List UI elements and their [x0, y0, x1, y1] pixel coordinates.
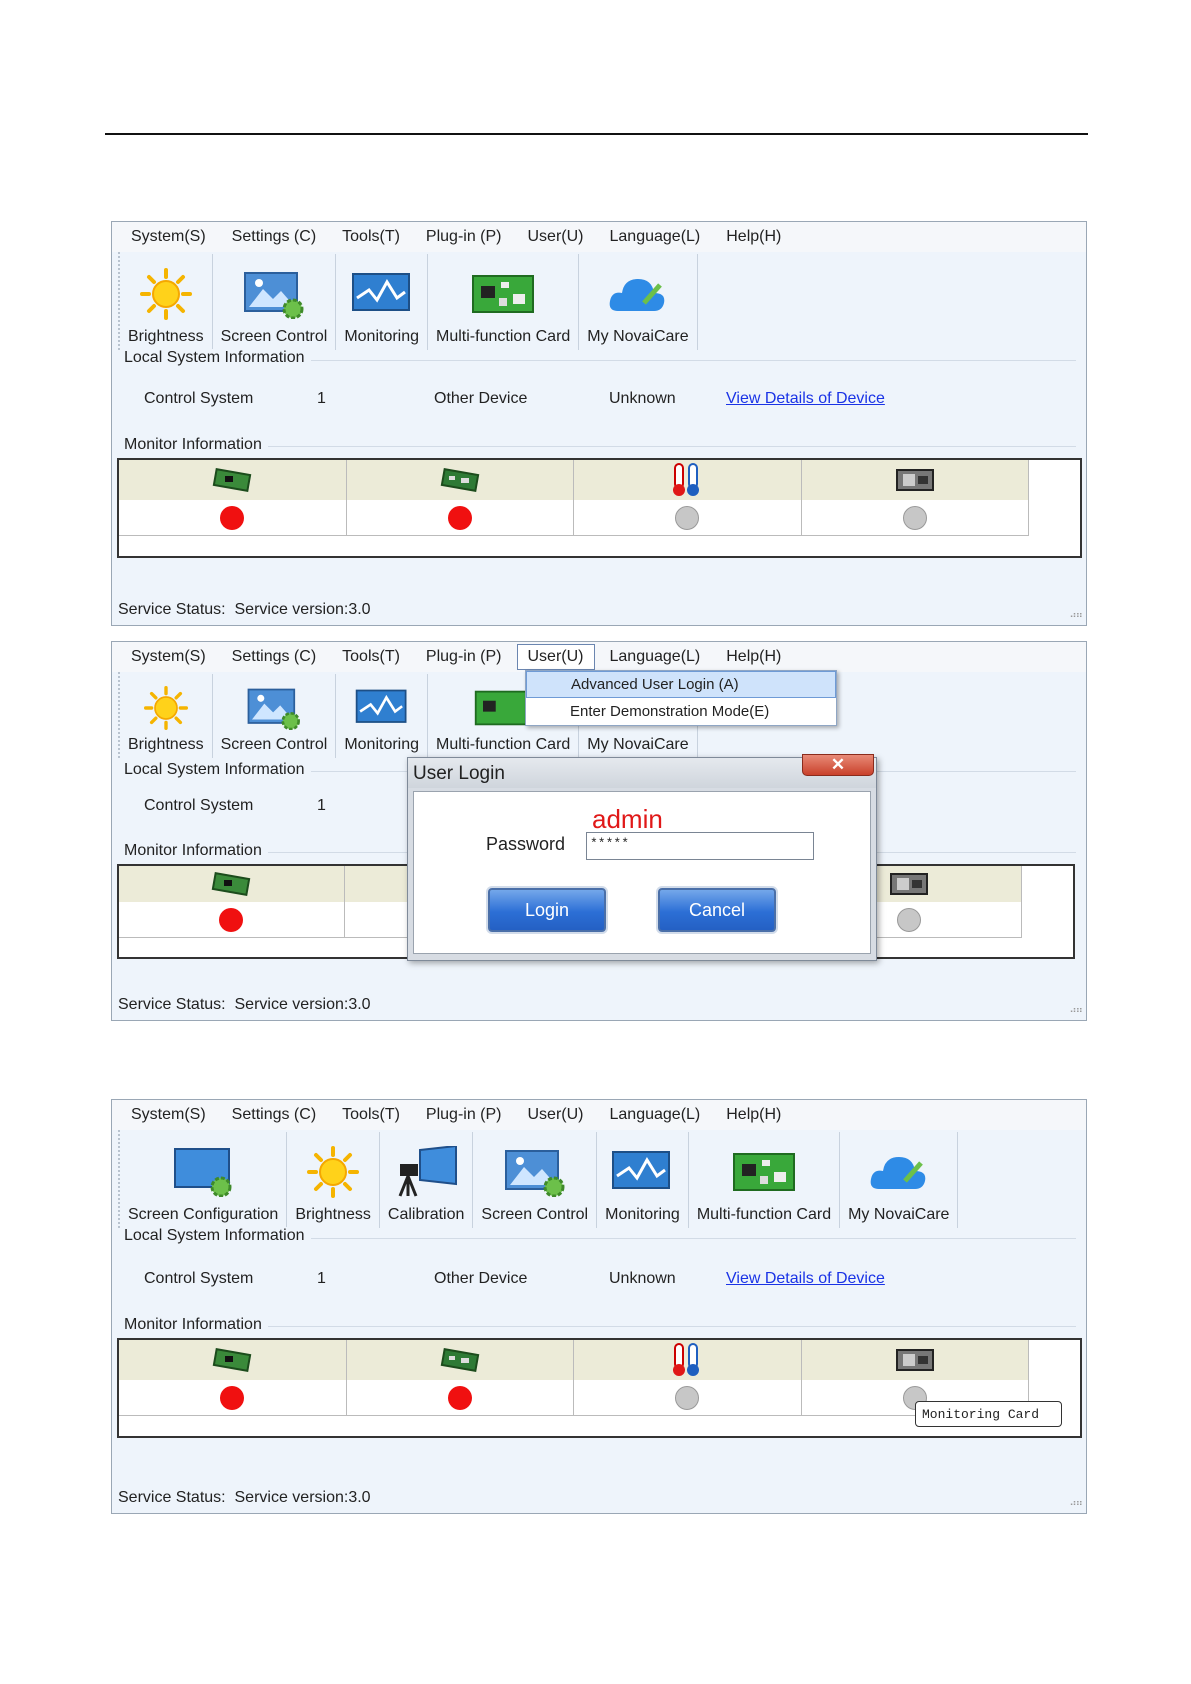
tool-my-novaicare[interactable] [579, 254, 697, 350]
sun-icon [301, 1146, 365, 1198]
tool-label: Monitoring [344, 736, 420, 753]
tool-label: Calibration [387, 1206, 465, 1223]
tool-screen-control[interactable] [213, 254, 337, 350]
menu-user[interactable]: User(U) [527, 228, 584, 245]
resize-grip[interactable]: ⠴⠶ [1069, 610, 1082, 621]
section-title-monitor: Monitor Information [124, 436, 268, 454]
other-device-label: Other Device [434, 390, 528, 407]
monitor-status-row [119, 1380, 1029, 1416]
monitoring-card-icon [802, 460, 1030, 500]
service-status-value: Service version:3.0 [234, 1489, 371, 1506]
receiving-card-icon [119, 1340, 347, 1380]
menu-help[interactable]: Help(H) [726, 648, 782, 665]
service-status [118, 996, 371, 1014]
toolbar [118, 1130, 958, 1228]
tool-brightness[interactable] [120, 254, 213, 350]
menu-tools[interactable]: Tools(T) [342, 648, 400, 665]
status-dot [220, 1386, 244, 1410]
tool-screen-control[interactable] [473, 1132, 597, 1228]
menu-bar [112, 642, 1086, 672]
novalct-window-1 [111, 221, 1087, 626]
temperature-icon [574, 460, 802, 500]
password-label: Password [486, 834, 566, 854]
service-status [118, 601, 371, 619]
menu-item-demonstration-mode[interactable]: Enter Demonstration Mode(E) [570, 703, 770, 720]
tool-label: Monitoring [344, 328, 420, 345]
monitoring-icon [350, 268, 414, 320]
control-system-value: 1 [317, 1270, 326, 1287]
tool-screen-control[interactable] [213, 674, 337, 758]
sun-icon [134, 686, 198, 730]
service-status-label: Service Status: [118, 996, 226, 1013]
monitor-table [117, 1338, 1082, 1438]
tool-label: Screen Control [220, 736, 328, 753]
menu-plugin[interactable]: Plug-in (P) [425, 648, 502, 665]
tool-label: Brightness [128, 736, 204, 753]
control-system-value: 1 [317, 390, 326, 407]
sending-card-icon [347, 460, 575, 500]
receiving-card-icon [119, 866, 345, 902]
user-menu-dropdown [525, 670, 837, 726]
tool-brightness[interactable] [287, 1132, 380, 1228]
tool-label: Screen Configuration [128, 1206, 279, 1223]
tool-label: Monitoring [605, 1206, 680, 1223]
toolbar [118, 252, 698, 350]
menu-tools[interactable]: Tools(T) [342, 228, 400, 245]
section-title-local: Local System Information [124, 349, 311, 367]
service-status-value: Service version:3.0 [234, 601, 371, 618]
calibration-icon [394, 1146, 458, 1198]
menu-plugin[interactable]: Plug-in (P) [425, 1106, 502, 1123]
menu-system[interactable]: System(S) [131, 228, 206, 245]
cloud-icon [867, 1146, 931, 1198]
status-dot [675, 1386, 699, 1410]
menu-system[interactable]: System(S) [131, 1106, 206, 1123]
monitoring-card-tooltip: Monitoring Card [915, 1401, 1062, 1427]
multifunction-card-icon [732, 1146, 796, 1198]
status-dot [220, 506, 244, 530]
tool-calibration[interactable] [380, 1132, 473, 1228]
novalct-window-2 [111, 641, 1087, 1021]
status-dot [219, 908, 243, 932]
tool-monitoring[interactable] [597, 1132, 689, 1228]
monitor-header-row [119, 1340, 1029, 1380]
control-system-label: Control System [144, 1270, 254, 1287]
monitor-header-row [119, 460, 1029, 500]
screen-control-icon [242, 686, 306, 730]
control-system-label: Control System [144, 797, 254, 814]
menu-system[interactable]: System(S) [131, 648, 206, 665]
menu-tools[interactable]: Tools(T) [342, 1106, 400, 1123]
control-system-value: 1 [317, 797, 326, 814]
cancel-button[interactable]: Cancel [658, 888, 776, 932]
menu-language[interactable]: Language(L) [609, 1106, 701, 1123]
menu-item-advanced-user-login[interactable]: Advanced User Login (A) [526, 671, 836, 698]
menu-plugin[interactable]: Plug-in (P) [425, 228, 502, 245]
tool-label: Multi-function Card [436, 328, 571, 345]
menu-help[interactable]: Help(H) [726, 1106, 782, 1123]
tool-label: Screen Control [220, 328, 328, 345]
section-title-local: Local System Information [124, 1227, 311, 1245]
dialog-close-button[interactable]: ✕ [802, 754, 874, 776]
resize-grip[interactable]: ⠴⠶ [1069, 1005, 1082, 1016]
cloud-icon [606, 268, 670, 320]
tool-label: Multi-function Card [436, 736, 571, 753]
menu-settings[interactable]: Settings (C) [231, 1106, 317, 1123]
monitoring-icon [610, 1146, 674, 1198]
menu-bar [112, 222, 1086, 252]
menu-user[interactable]: User(U) [517, 644, 595, 670]
tool-label: Multi-function Card [696, 1206, 832, 1223]
status-dot [675, 506, 699, 530]
monitor-table [117, 458, 1082, 558]
tool-label: Brightness [295, 1206, 371, 1223]
status-dot [448, 506, 472, 530]
monitor-status-row [119, 500, 1029, 536]
menu-language[interactable]: Language(L) [609, 228, 701, 245]
status-dot [903, 506, 927, 530]
tool-screen-configuration[interactable] [120, 1132, 287, 1228]
sending-card-icon [347, 1340, 575, 1380]
tool-brightness[interactable] [120, 674, 213, 758]
screen-control-icon [503, 1146, 567, 1198]
tool-monitoring[interactable] [336, 254, 428, 350]
view-details-link[interactable]: View Details of Device [726, 1270, 885, 1287]
tool-monitoring[interactable] [336, 674, 428, 758]
status-dot [897, 908, 921, 932]
menu-user[interactable]: User(U) [527, 1106, 584, 1123]
tool-label: Screen Control [481, 1206, 589, 1223]
screen-control-icon [242, 268, 306, 320]
monitoring-card-icon [802, 1340, 1030, 1380]
dialog-body [413, 791, 871, 954]
service-status-value: Service version:3.0 [234, 996, 371, 1013]
other-device-value: Unknown [609, 1270, 676, 1287]
receiving-card-icon [119, 460, 347, 500]
username-label: admin [592, 804, 663, 834]
tool-multifunction-card[interactable] [689, 1132, 840, 1228]
menu-language[interactable]: Language(L) [609, 648, 701, 665]
tool-label: Brightness [128, 328, 204, 345]
sun-icon [134, 268, 198, 320]
monitoring-icon [350, 686, 414, 730]
view-details-link[interactable]: View Details of Device [726, 390, 885, 407]
multifunction-card-icon [471, 268, 535, 320]
control-system-label: Control System [144, 390, 254, 407]
section-title-local: Local System Information [124, 761, 311, 779]
service-status [118, 1489, 371, 1507]
section-title-monitor: Monitor Information [124, 1316, 268, 1334]
other-device-value: Unknown [609, 390, 676, 407]
user-login-dialog [407, 757, 877, 961]
status-dot [448, 1386, 472, 1410]
section-title-monitor: Monitor Information [124, 842, 268, 860]
tool-my-novaicare[interactable] [840, 1132, 958, 1228]
tool-label: My NovaiCare [587, 328, 689, 345]
dialog-title: User Login [408, 758, 876, 788]
other-device-label: Other Device [434, 1270, 528, 1287]
menu-bar [112, 1100, 1086, 1130]
temperature-icon [574, 1340, 802, 1380]
page-top-rule [105, 133, 1088, 135]
menu-settings[interactable]: Settings (C) [231, 228, 317, 245]
tool-label: My NovaiCare [848, 1206, 950, 1223]
tool-label: My NovaiCare [587, 736, 689, 753]
service-status-label: Service Status: [118, 601, 226, 618]
menu-help[interactable]: Help(H) [726, 228, 782, 245]
novalct-window-3 [111, 1099, 1087, 1514]
resize-grip[interactable]: ⠴⠶ [1069, 1498, 1082, 1509]
service-status-label: Service Status: [118, 1489, 226, 1506]
tool-multifunction-card[interactable] [428, 254, 579, 350]
login-button[interactable]: Login [488, 888, 606, 932]
password-field[interactable]: ***** [586, 832, 814, 860]
menu-settings[interactable]: Settings (C) [231, 648, 317, 665]
screen-config-icon [171, 1146, 235, 1198]
